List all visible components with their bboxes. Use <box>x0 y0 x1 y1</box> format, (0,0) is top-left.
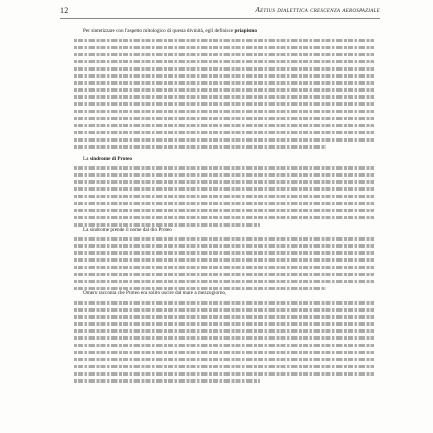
paragraph-3 <box>74 227 374 234</box>
header-rule <box>60 18 380 19</box>
paragraph-1-term: priapismo <box>234 28 257 34</box>
page-number: 12 <box>60 6 69 15</box>
running-title: Aetius dialettica crescenza aerospaziale <box>255 6 380 14</box>
paragraph-1-lines <box>74 39 374 149</box>
paragraph-2-lines <box>74 166 374 226</box>
paragraph-4 <box>74 290 374 297</box>
paragraph-2 <box>74 156 374 163</box>
body-text <box>74 28 374 383</box>
paragraph-1-lead: Per sintetizzare con l'aspetto mitologico di questa divinità, egli definisce <box>83 28 234 34</box>
paragraph-4-lines <box>74 301 374 383</box>
paragraph-4-lead: Omero racconta che Proteo era solito uscire dal mare a mezzogiorno, <box>83 290 227 297</box>
paragraph-3-lead: La sindrome prende il nome dal dio Proteo <box>83 226 172 233</box>
paragraph-2-lead: La <box>83 155 89 162</box>
paragraph-3-lines <box>74 237 374 290</box>
paragraph-2-term: sindrome di Proteo <box>89 155 132 162</box>
paragraph-1 <box>74 28 374 35</box>
